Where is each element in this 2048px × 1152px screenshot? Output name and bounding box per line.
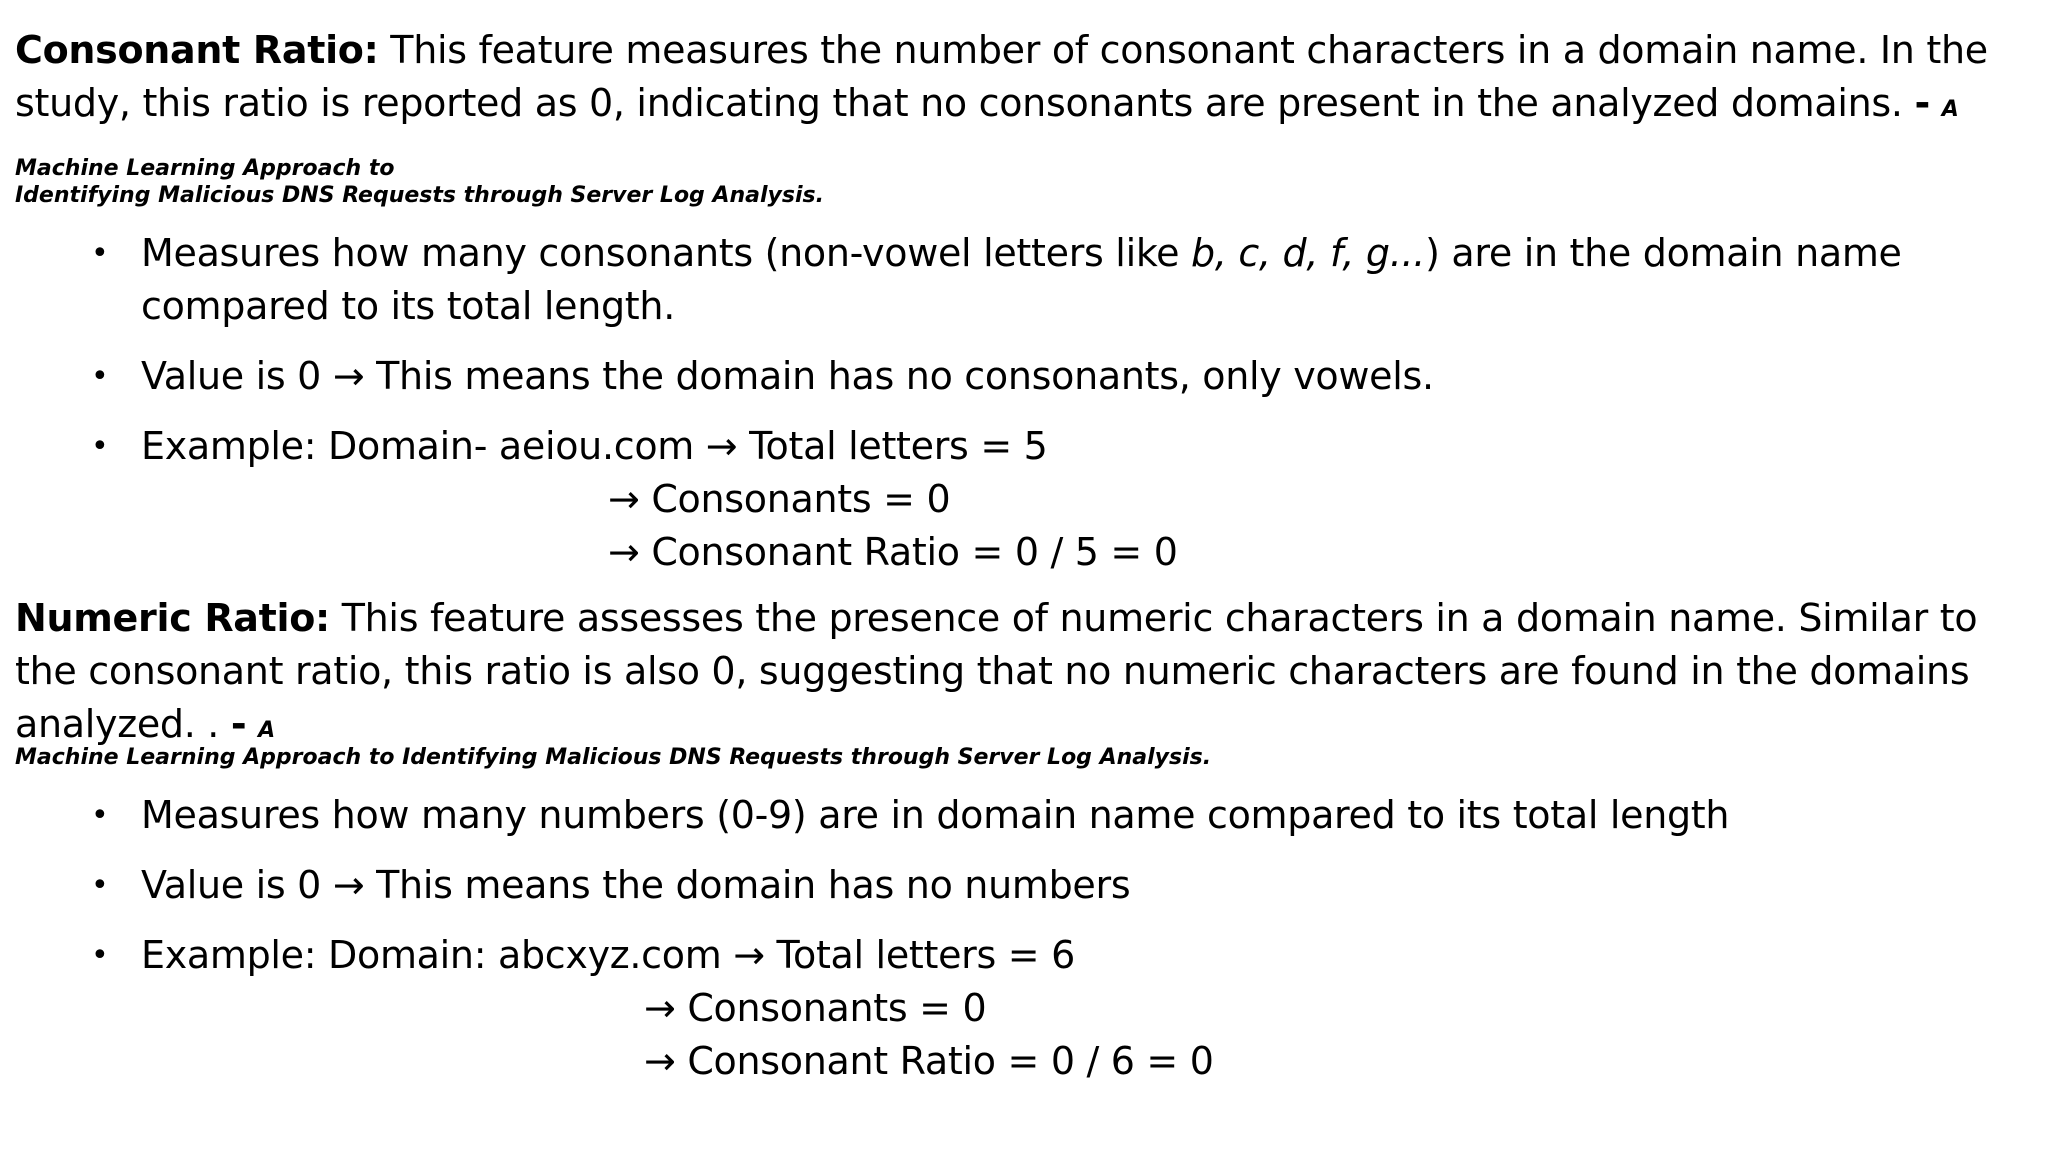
citation-dash: - xyxy=(1914,81,1930,125)
bullet-text: Value is 0 → This means the domain has no consonants, only vowels. xyxy=(141,354,1434,398)
numeric-ratio-paragraph xyxy=(15,592,2033,771)
consonant-ratio-paragraph xyxy=(15,24,2033,209)
consonant-ratio-term: Consonant Ratio: xyxy=(15,28,379,72)
bullet-icon: • xyxy=(91,798,109,833)
consonant-ratio-description: This feature measures the number of consonant characters in a domain name. In the study, this ratio is reported as 0, indicating that no consonants are present in the analyzed domains. xyxy=(15,28,1988,125)
bullet-text: ) are in the domain name compared to its total length. xyxy=(141,231,1902,328)
numeric-bullet-list xyxy=(15,789,2033,1088)
list-item xyxy=(15,789,2033,842)
citation-dash: - xyxy=(230,702,247,746)
bullet-icon: • xyxy=(91,359,109,394)
numeric-ratio-term: Numeric Ratio: xyxy=(15,596,330,640)
list-item xyxy=(15,420,2033,579)
bullet-icon: • xyxy=(91,236,109,271)
example-line: → Consonant Ratio = 0 / 6 = 0 xyxy=(644,1039,1214,1083)
bullet-emphasis: b, c, d, f, g... xyxy=(1191,231,1426,275)
list-item xyxy=(15,929,2033,1088)
bullet-icon: • xyxy=(91,868,109,903)
bullet-text: Value is 0 → This means the domain has no numbers xyxy=(141,863,1131,907)
bullet-icon: • xyxy=(91,938,109,973)
consonant-citation-part2: Identifying Malicious DNS Requests through Server Log Analysis. xyxy=(15,183,824,208)
numeric-citation-part1: A xyxy=(258,718,276,743)
consonant-bullet-list xyxy=(15,227,2033,579)
bullet-text: Measures how many consonants (non-vowel letters like xyxy=(141,231,1192,275)
bullet-icon: • xyxy=(91,429,109,464)
example-line: → Consonants = 0 xyxy=(644,986,987,1030)
numeric-ratio-section xyxy=(15,592,2033,1088)
document-page xyxy=(15,24,2033,1105)
numeric-citation-part2: Machine Learning Approach to Identifying Malicious DNS Requests through Server Log Analysis. xyxy=(15,745,1212,770)
example-line: Example: Domain- aeiou.com → Total letters = 5 xyxy=(141,424,1048,468)
example-line: → Consonants = 0 xyxy=(608,477,951,521)
example-line: Example: Domain: abcxyz.com → Total letters = 6 xyxy=(141,933,1075,977)
numeric-ratio-description: This feature assesses the presence of numeric characters in a domain name. Similar to the consonant ratio, this ratio is also 0, suggesting that no numeric characters are found in the domains analyzed. . xyxy=(15,596,1978,746)
consonant-ratio-section xyxy=(15,24,2033,579)
consonant-citation-part1: A Machine Learning Approach to xyxy=(15,97,1959,181)
list-item xyxy=(15,350,2033,403)
bullet-text: Measures how many numbers (0-9) are in domain name compared to its total length xyxy=(141,793,1730,837)
list-item xyxy=(15,227,2033,333)
list-item xyxy=(15,859,2033,912)
example-line: → Consonant Ratio = 0 / 5 = 0 xyxy=(608,530,1178,574)
